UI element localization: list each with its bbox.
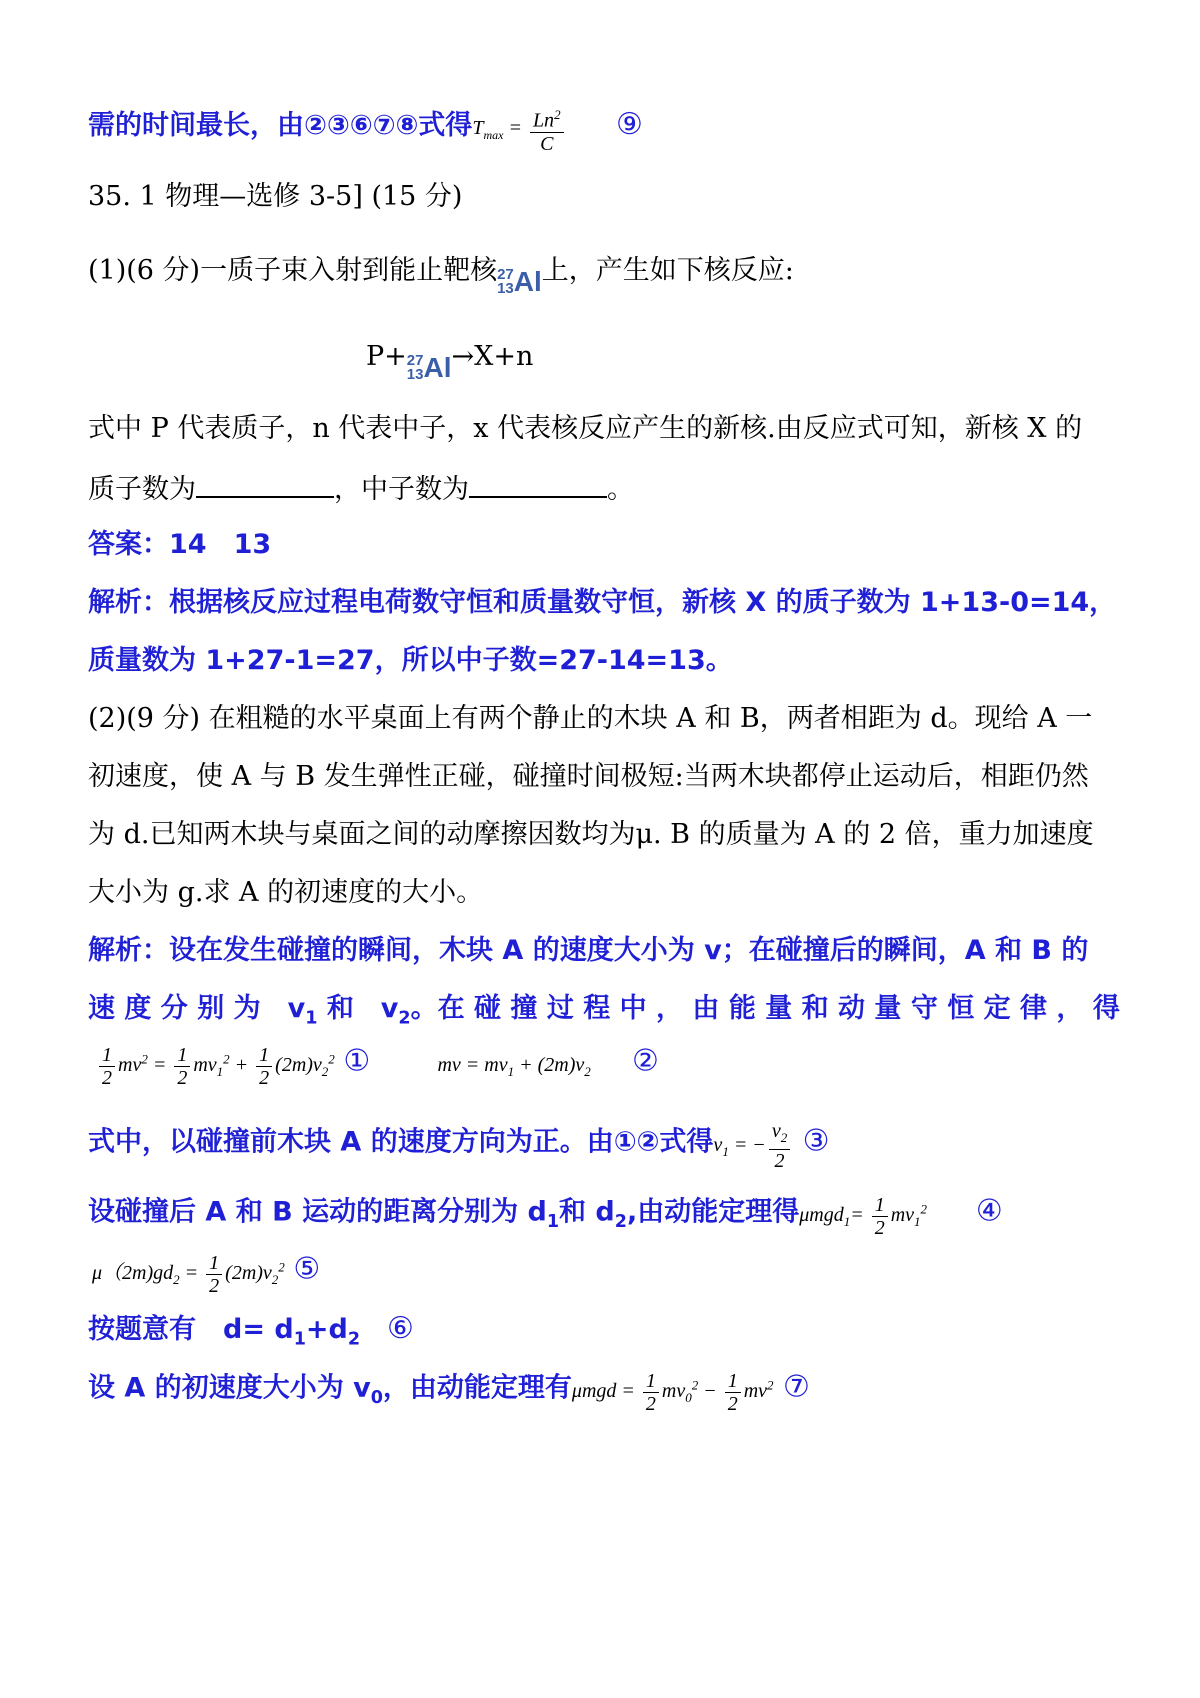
q2-line1: (2)(9 分) 在粗糙的水平桌面上有两个静止的木块 A 和 B，两者相距为 d。现给 A 一 <box>88 703 1093 734</box>
initial-speed-formula: μmgd = $\frac{1}{2}$ $mv_0^2$ − $\frac{1}{2}$ $mv^2$ <box>571 1369 774 1415</box>
neutron-count-blank[interactable] <box>469 470 607 498</box>
q2-line3: 为 d.已知两木块与桌面之间的动摩擦因数均为μ. B 的质量为 A 的 2 倍，重力加速度 <box>88 819 1094 850</box>
equation-1-2-row <box>96 1042 659 1089</box>
equation-6-line: 按题意有 $d= d_1+d_2$ ⑥ <box>88 1311 414 1350</box>
q1-fill-line: 质子数为 ，中子数为 。 <box>88 470 634 507</box>
q1-prompt: (1)(6 分)一质子束入射到能止靶核 27 13 Al 上，产生如下核反应: <box>88 255 794 297</box>
tmax-formula: $T_{max}$ = $\frac{Ln^2}{C}$ <box>472 117 566 139</box>
eq-number-3: ③ <box>802 1123 830 1159</box>
equation-7-line: 设 A 的初速度大小为 $v_0$，由动能定理有μmgd = $\frac{1}{2}$ $mv_0^2$ − $\frac{1}{2}$ $mv^2$ ⑦ <box>88 1369 810 1415</box>
analysis2-line1: 解析：设在发生碰撞的瞬间，木块 A 的速度大小为 v；在碰撞后的瞬间，A 和 B 的 <box>88 935 1089 966</box>
nuclear-reaction: P+ 27 13 Al →X+n <box>366 341 534 383</box>
conclusion-text: 需的时间最长，由②③⑥⑦⑧式得 <box>88 109 473 141</box>
eq-number-2: ② <box>631 1043 659 1079</box>
momentum-equation: mv = $mv_1 + (2m)v_2$ <box>437 1053 591 1079</box>
eq-number-1: ① <box>343 1043 371 1079</box>
analysis2-line2: 速 度 分 别 为 $v_1$ 和 $v_2$。在 碰 撞 过 程 中 ， 由 能 量 和 动 量 守 恒 定 律 ， 得 <box>88 993 1120 1029</box>
eq-number-6: ⑥ <box>387 1311 414 1346</box>
answer-line: 答案：14 13 <box>88 529 272 560</box>
work-energy-a: μmgd$_1$= $\frac{1}{2}$ $mv_1^2$ <box>799 1193 928 1239</box>
equation-5-line <box>92 1250 320 1297</box>
q1-description: 式中 P 代表质子，n 代表中子，x 代表核反应产生的新核.由反应式可知，新核 X 的 <box>88 413 1083 444</box>
energy-equation: $\frac{1}{2}$ $mv^2$ = $\frac{1}{2}$ $mv_1^2$ + $\frac{1}{2}$ $(2m)v_2^2$ <box>96 1054 335 1076</box>
q2-line4: 大小为 g.求 A 的初速度的大小。 <box>88 877 484 908</box>
conclusion-line <box>88 104 643 155</box>
eq-number-5: ⑤ <box>293 1251 321 1287</box>
work-energy-b: $\mu(2m)gd_2$ = $\frac{1}{2}$ $(2m)v_2^2$ <box>92 1251 285 1297</box>
al-nucleus-symbol: 27 13 Al <box>497 266 542 297</box>
section-heading: 35. 1 物理—选修 3-5] (15 分) <box>88 181 463 212</box>
v1-formula: $v_1$ = − $\frac{v_2}{2}$ <box>713 1134 793 1156</box>
equation-4-line: 设碰撞后 A 和 B 运动的距离分别为 $d_1$和 $d_2$,由动能定理得μmgd$_1$= $\frac{1}{2}$ $mv_1^2$ ④ <box>88 1193 1003 1239</box>
analysis1-line1: 解析：根据核反应过程电荷数守恒和质量数守恒，新核 X 的质子数为 1+13-0=14， <box>88 587 1117 618</box>
eq-number-9: ⑨ <box>615 106 643 142</box>
proton-count-blank[interactable] <box>196 470 334 498</box>
al-nucleus-symbol-reaction: 27 13 Al <box>406 352 452 383</box>
analysis1-line2: 质量数为 1+27-1=27，所以中子数=27-14=13。 <box>88 645 733 676</box>
equation-3-line: 式中，以碰撞前木块 A 的速度方向为正。由①②式得$v_1$ = − $\frac{v_2}{2}$ ③ <box>88 1120 830 1172</box>
q2-line2: 初速度，使 A 与 B 发生弹性正碰，碰撞时间极短:当两木块都停止运动后，相距仍然 <box>88 761 1089 792</box>
eq-number-4: ④ <box>975 1193 1003 1229</box>
eq-number-7: ⑦ <box>782 1369 810 1405</box>
